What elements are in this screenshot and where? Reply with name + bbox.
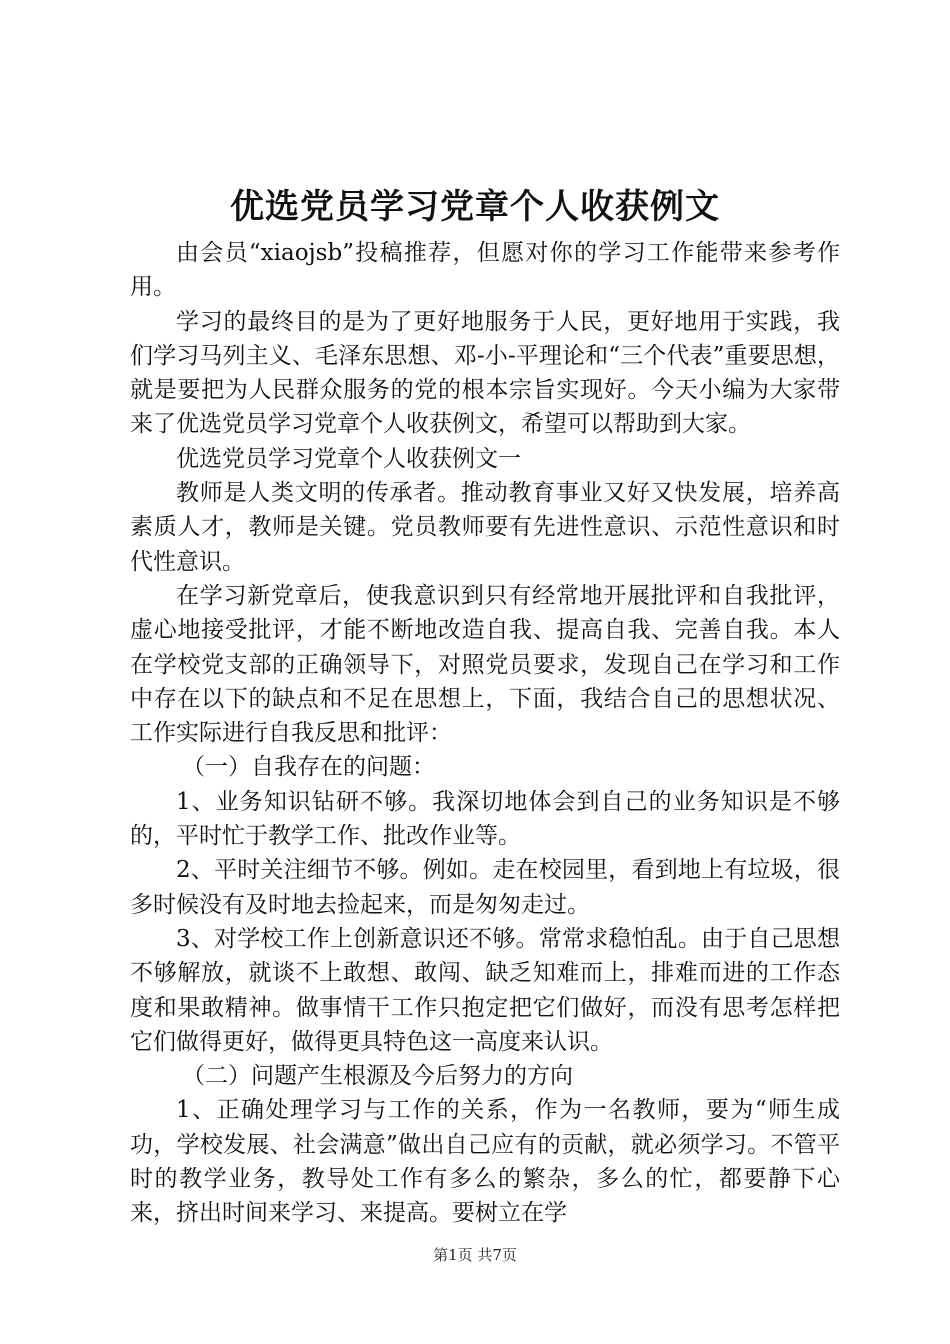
page-number-footer: 第1页 共7页 (433, 1246, 517, 1264)
paragraph-teacher-role: 教师是人类文明的传承者。推动教育事业又好又快发展，培养高素质人才，教师是关键。党员教师要有先进性意识、示范性意识和时代性意识。 (130, 480, 840, 575)
document-body (130, 236, 840, 1231)
subheading-problems: （一）自我存在的问题： (182, 754, 435, 781)
subheading-root-causes: （二）问题产生根源及今后努力的方向 (182, 1063, 573, 1090)
paragraph-self-criticism: 在学习新党章后，使我意识到只有经常地开展批评和自我批评，虚心地接受批评，才能不断地改造自我、提高自我、完善自我。本人在学校党支部的正确领导下，对照党员要求，发现自己在学习和工作中存在以下的缺点和不足在思想上，下面，我结合自己的思想状况、工作实际进行自我反思和批评： (130, 582, 840, 747)
document-title: 优选党员学习党章个人收获例文 (230, 187, 720, 227)
list-item-problem-2: 2、平时关注细节不够。例如。走在校园里，看到地上有垃圾，很多时候没有及时地去捡起来，而是匆匆走过。 (130, 857, 840, 918)
paragraph-purpose: 学习的最终目的是为了更好地服务于人民，更好地用于实践，我们学习马列主义、毛泽东思想、邓-小-平理论和“三个代表”重要思想，就是要把为人民群众服务的党的根本宗旨实现好。今天小编为大家带来了优选党员学习党章个人收获例文，希望可以帮助到大家。 (130, 308, 840, 438)
section-heading-example-one: 优选党员学习党章个人收获例文一 (176, 445, 521, 472)
paragraph-intro: 由会员“xiaojsb”投稿推荐，但愿对你的学习工作能带来参考作用。 (130, 240, 840, 301)
list-item-problem-3: 3、对学校工作上创新意识还不够。常常求稳怕乱。由于自己思想不够解放，就谈不上敢想、敢闯、缺乏知难而上，排难而进的工作态度和果敢精神。做事情干工作只抱定把它们做好，而没有思考怎样把它们做得更好，做得更具特色这一高度来认识。 (130, 925, 840, 1055)
list-item-problem-1: 1、业务知识钻研不够。我深切地体会到自己的业务知识是不够的，平时忙于教学工作、批改作业等。 (130, 788, 840, 850)
list-item-direction-1: 1、正确处理学习与工作的关系，作为一名教师，要为“师生成功，学校发展、社会满意”做出自己应有的贡献，就必须学习。不管平时的教学业务，教导处工作有多么的繁杂，多么的忙，都要静下心来，挤出时间来学习、来提高。要树立在学 (130, 1097, 840, 1227)
